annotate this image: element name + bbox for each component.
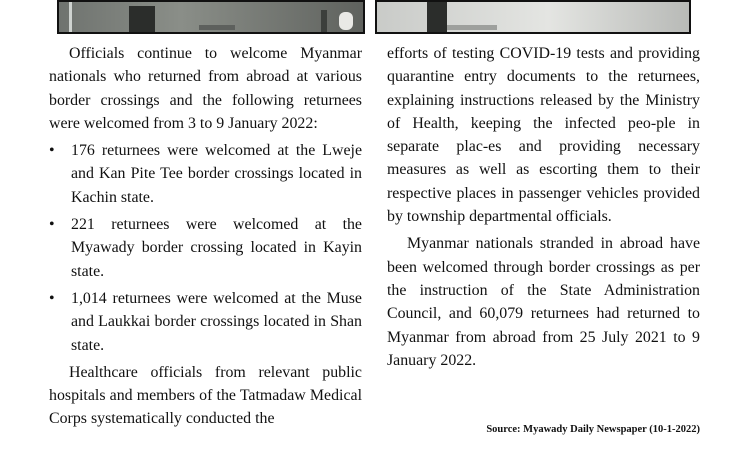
list-item: • 221 returnees were welcomed at the Myawady border crossing located in Kayin state. xyxy=(49,213,362,283)
photo-shadow xyxy=(199,25,235,30)
photo-figure xyxy=(129,6,155,32)
photo-figure xyxy=(427,2,447,32)
summary-paragraph: Myanmar nationals stranded in abroad have been welcomed through border crossings as per the instruction of the State Administration Council, and 60,079 returnees had returned to Myanmar from abroad from 25 July 2021 to 9 January 2022. xyxy=(387,235,700,369)
photo-bag xyxy=(339,12,353,30)
healthcare-paragraph: Healthcare officials from relevant public hospitals and members of the Tatmadaw Medical Corps systematically conducted the xyxy=(49,363,362,428)
returnee-list xyxy=(49,139,362,357)
article-column-left xyxy=(49,42,362,431)
photo-post xyxy=(321,10,327,32)
article-column-right xyxy=(387,42,700,372)
continuation-paragraph: efforts of testing COVID-19 tests and providing quarantine entry documents to the returnees, explaining instructions released by the Ministry of Health, keeping the infected peo-ple in separate plac-es and providing necessary measures as well as escorting them to their respective places in passenger vehicles provided by township departmental officials. xyxy=(387,45,700,226)
photo-border-crossing-right xyxy=(375,0,691,34)
intro-paragraph: Officials continue to welcome Myanmar nationals who returned from abroad at various border crossings and the following returnees were welcomed from 3 to 9 January 2022: xyxy=(49,45,362,132)
bullet-icon: • xyxy=(49,216,55,234)
photo-border-crossing-left xyxy=(57,0,365,34)
list-item: • 176 returnees were welcomed at the Lweje and Kan Pite Tee border crossings located in Kachin state. xyxy=(49,139,362,209)
bullet-icon: • xyxy=(49,142,55,160)
source-citation: Source: Myawady Daily Newspaper (10-1-2022) xyxy=(486,424,700,435)
bullet-icon: • xyxy=(49,289,55,307)
list-item: • 1,014 returnees were welcomed at the Muse and Laukkai border crossings located in Shan state. xyxy=(49,287,362,357)
photo-pole xyxy=(69,2,72,32)
